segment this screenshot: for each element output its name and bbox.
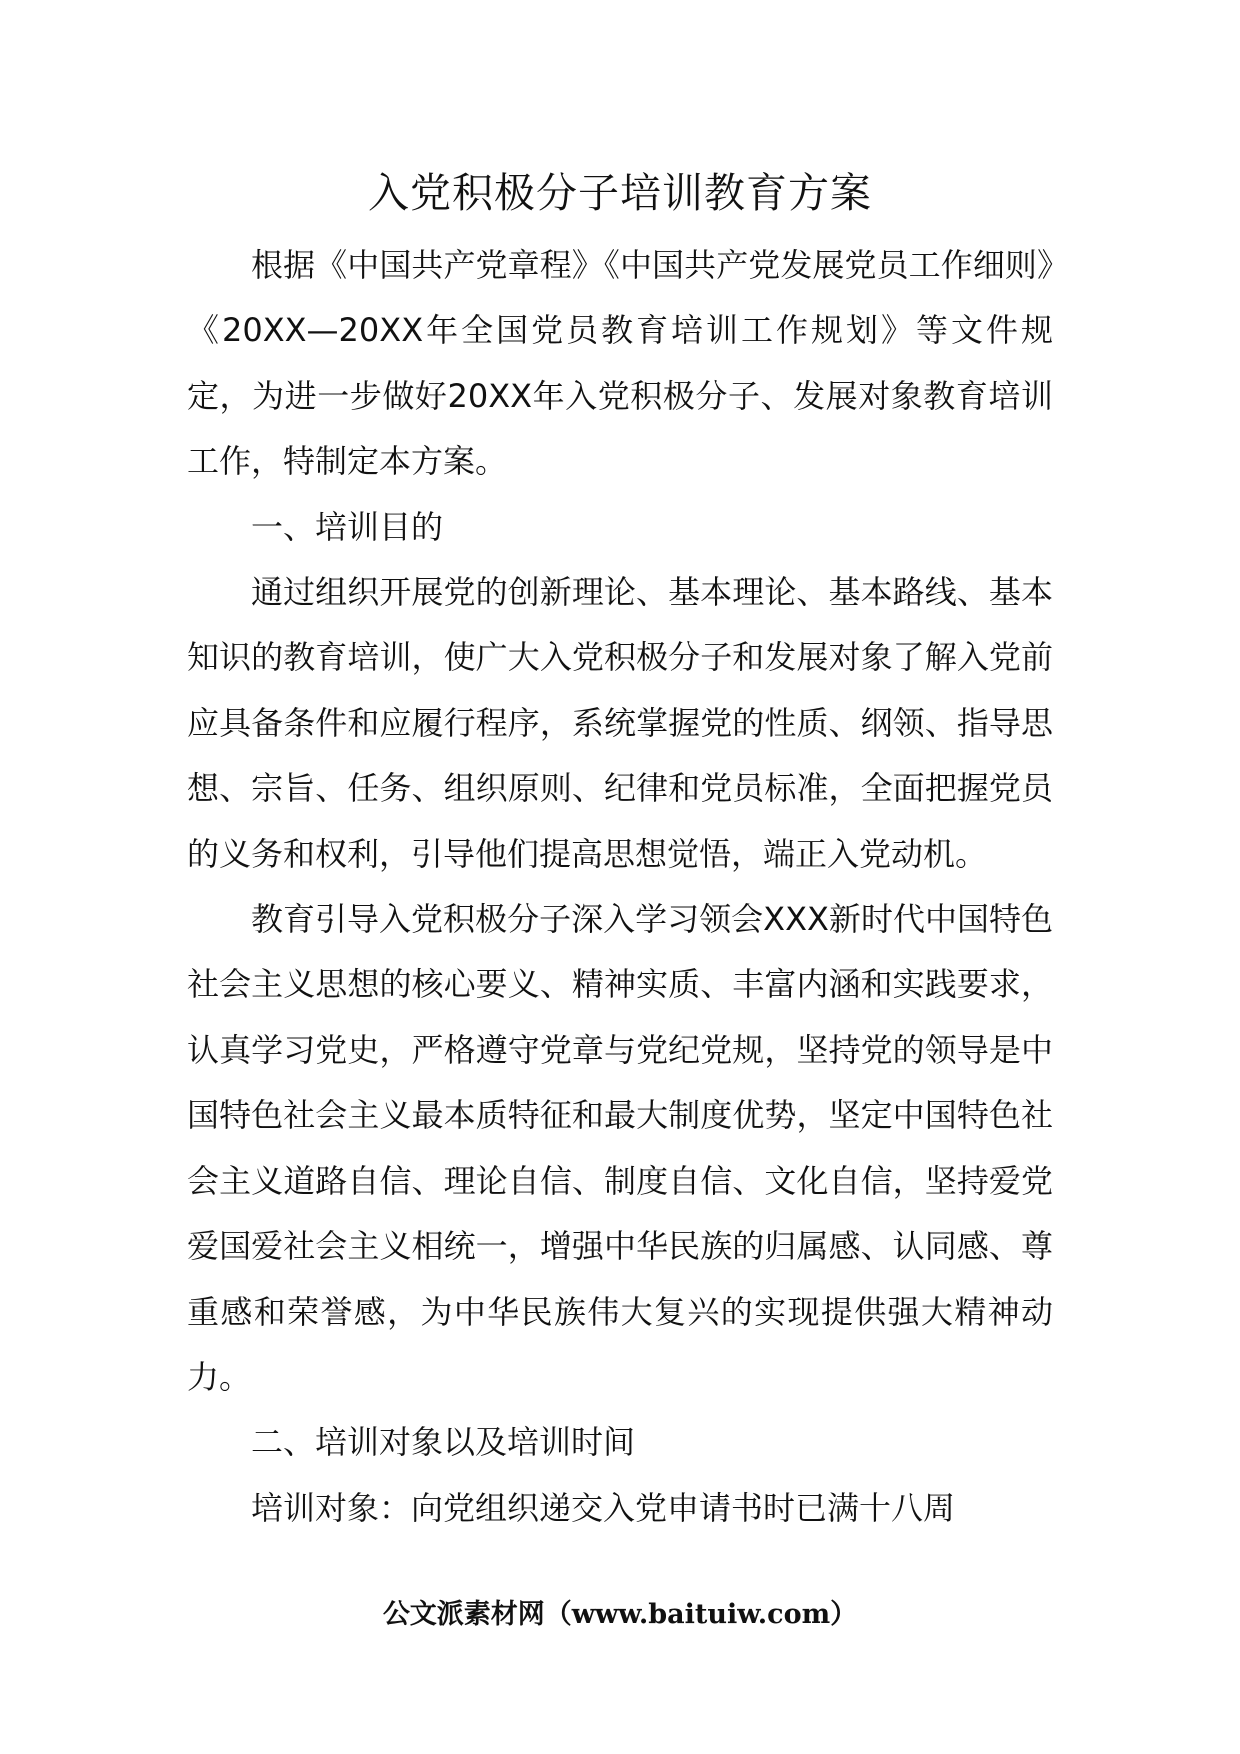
paragraph-audience: 培训对象：向党组织递交入党申请书时已满十八周 [251, 1488, 956, 1527]
paragraph-intro: 根据《中国共产党章程》《中国共产党发展党员工作细则》《20XX—20XX年全国党员教育培训工作规划》等文件规定，为进一步做好20XX年入党积极分子、发展对象教育培训工作，特制定本方案。 [187, 246, 1053, 481]
document-title: 入党积极分子培训教育方案 [368, 169, 872, 217]
document-body [187, 233, 1053, 1541]
section-heading-purpose: 一、培训目的 [251, 507, 444, 546]
footer-watermark: 公文派素材网（www.baituiw.com） [382, 1599, 858, 1630]
paragraph-purpose: 通过组织开展党的创新理论、基本理论、基本路线、基本知识的教育培训，使广大入党积极分子和发展对象了解入党前应具备条件和应履行程序，系统掌握党的性质、纲领、指导思想、宗旨、任务、组织原则、纪律和党员标准，全面把握党员的义务和权利，引导他们提高思想觉悟，端正入党动机。 [187, 573, 1053, 873]
paragraph-guidance: 教育引导入党积极分子深入学习领会XXX新时代中国特色社会主义思想的核心要义、精神实质、丰富内涵和实践要求，认真学习党史，严格遵守党章与党纪党规，坚持党的领导是中国特色社会主义最本质特征和最大制度优势，坚定中国特色社会主义道路自信、理论自信、制度自信、文化自信，坚持爱党爱国爱社会主义相统一，增强中华民族的归属感、认同感、尊重感和荣誉感，为中华民族伟大复兴的实现提供强大精神动力。 [187, 900, 1053, 1396]
section-heading-audience: 二、培训对象以及培训时间 [251, 1423, 636, 1462]
